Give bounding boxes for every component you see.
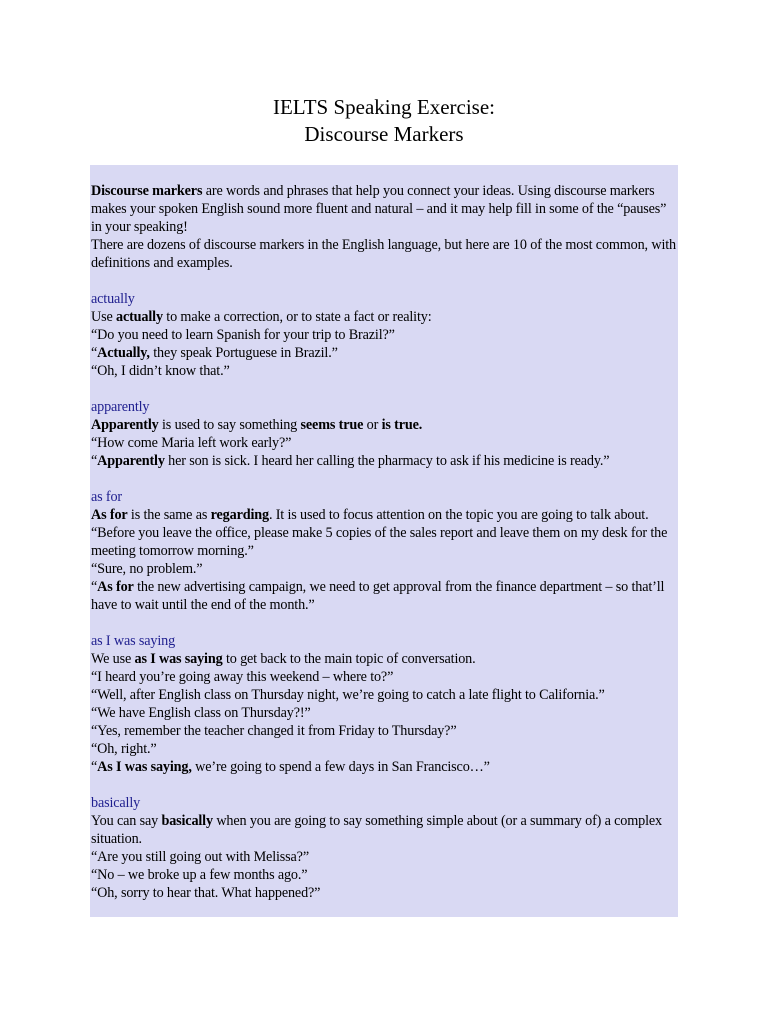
intro-bold-term: Discourse markers — [91, 183, 203, 199]
quote-mark: “ — [91, 579, 98, 595]
definition-bold: seems true — [300, 417, 364, 433]
example-line — [91, 578, 678, 614]
definition-text: Use — [91, 309, 117, 325]
definition-text: is used to say something — [158, 417, 301, 433]
definition-text: to make a correction, or to state a fact or reality: — [162, 309, 432, 325]
example-line: “Are you still going out with Melissa?” — [91, 849, 309, 865]
example-line — [91, 344, 678, 362]
definition-apparently — [91, 416, 678, 434]
example-line: “Well, after English class on Thursday night, we’re going to catch a late flight to California.” — [91, 687, 605, 703]
definition-bold: as I was saying — [134, 651, 223, 667]
definition-as-i-was-saying — [91, 650, 678, 668]
example-text: we’re going to spend a few days in San Francisco…” — [191, 759, 490, 775]
example-bold: As for — [97, 579, 134, 595]
example-line: “No – we broke up a few months ago.” — [91, 867, 308, 883]
section-heading-basically: basically — [91, 795, 141, 811]
example-line: “Oh, sorry to hear that. What happened?” — [91, 885, 321, 901]
example-line: “Do you need to learn Spanish for your trip to Brazil?” — [91, 327, 395, 343]
section-heading-as-for: as for — [91, 489, 123, 505]
example-line — [91, 758, 678, 776]
example-line: “Before you leave the office, please make 5 copies of the sales report and leave them on my desk for the meeting tomorrow morning.” — [91, 525, 668, 559]
definition-actually — [91, 308, 678, 326]
example-bold: As I was saying, — [97, 759, 192, 775]
section-as-for — [91, 488, 678, 614]
content-box — [90, 165, 678, 917]
quote-mark: “ — [91, 759, 98, 775]
example-line: “We have English class on Thursday?!” — [91, 705, 311, 721]
intro-paragraph-2: There are dozens of discourse markers in the English language, but here are 10 of the most common, with definitions and examples. — [91, 237, 676, 271]
example-bold: Actually, — [97, 345, 150, 361]
definition-basically — [91, 812, 678, 848]
definition-text: We use — [91, 651, 135, 667]
section-as-i-was-saying — [91, 632, 678, 776]
definition-text: You can say — [91, 813, 162, 829]
intro-section — [91, 182, 678, 272]
section-apparently — [91, 398, 678, 470]
definition-bold: basically — [161, 813, 213, 829]
definition-bold: regarding — [210, 507, 269, 523]
page-title-line-1: IELTS Speaking Exercise: — [272, 95, 495, 119]
definition-text: or — [363, 417, 382, 433]
page-title-line-2: Discourse Markers — [304, 122, 464, 146]
definition-as-for — [91, 506, 678, 524]
intro-paragraph-1 — [91, 182, 678, 236]
example-line — [91, 452, 678, 470]
definition-text: to get back to the main topic of conversation. — [222, 651, 476, 667]
example-line: “Oh, right.” — [91, 741, 157, 757]
example-line: “Oh, I didn’t know that.” — [91, 363, 230, 379]
example-line: “I heard you’re going away this weekend – where to?” — [91, 669, 394, 685]
section-basically — [91, 794, 678, 902]
intro-text-1: are words and phrases that help you connect your ideas. Using discourse markers makes your spoken English sound more fluent and natural – and it may help fill in some of the “pauses” in your speaking! — [91, 183, 667, 235]
section-actually — [91, 290, 678, 380]
example-text: her son is sick. I heard her calling the pharmacy to ask if his medicine is ready.” — [164, 453, 610, 469]
quote-mark: “ — [91, 345, 98, 361]
example-line: “How come Maria left work early?” — [91, 435, 292, 451]
definition-bold: As for — [91, 507, 128, 523]
definition-text: is the same as — [127, 507, 211, 523]
definition-bold: Apparently — [91, 417, 159, 433]
section-heading-apparently: apparently — [91, 399, 150, 415]
example-bold: Apparently — [97, 453, 165, 469]
example-line: “Yes, remember the teacher changed it from Friday to Thursday?” — [91, 723, 457, 739]
page-title — [0, 94, 768, 148]
example-text: the new advertising campaign, we need to get approval from the finance department – so that’ll have to wait until the end of the month.” — [91, 579, 665, 613]
definition-text: . It is used to focus attention on the topic you are going to talk about. — [268, 507, 649, 523]
quote-mark: “ — [91, 453, 98, 469]
definition-bold: actually — [116, 309, 163, 325]
definition-text: when you are going to say something simple about (or a summary of) a complex situation. — [91, 813, 662, 847]
definition-bold: is true. — [381, 417, 423, 433]
section-heading-actually: actually — [91, 291, 135, 307]
section-heading-as-i-was-saying: as I was saying — [91, 633, 176, 649]
example-text: they speak Portuguese in Brazil.” — [149, 345, 338, 361]
example-line: “Sure, no problem.” — [91, 561, 203, 577]
